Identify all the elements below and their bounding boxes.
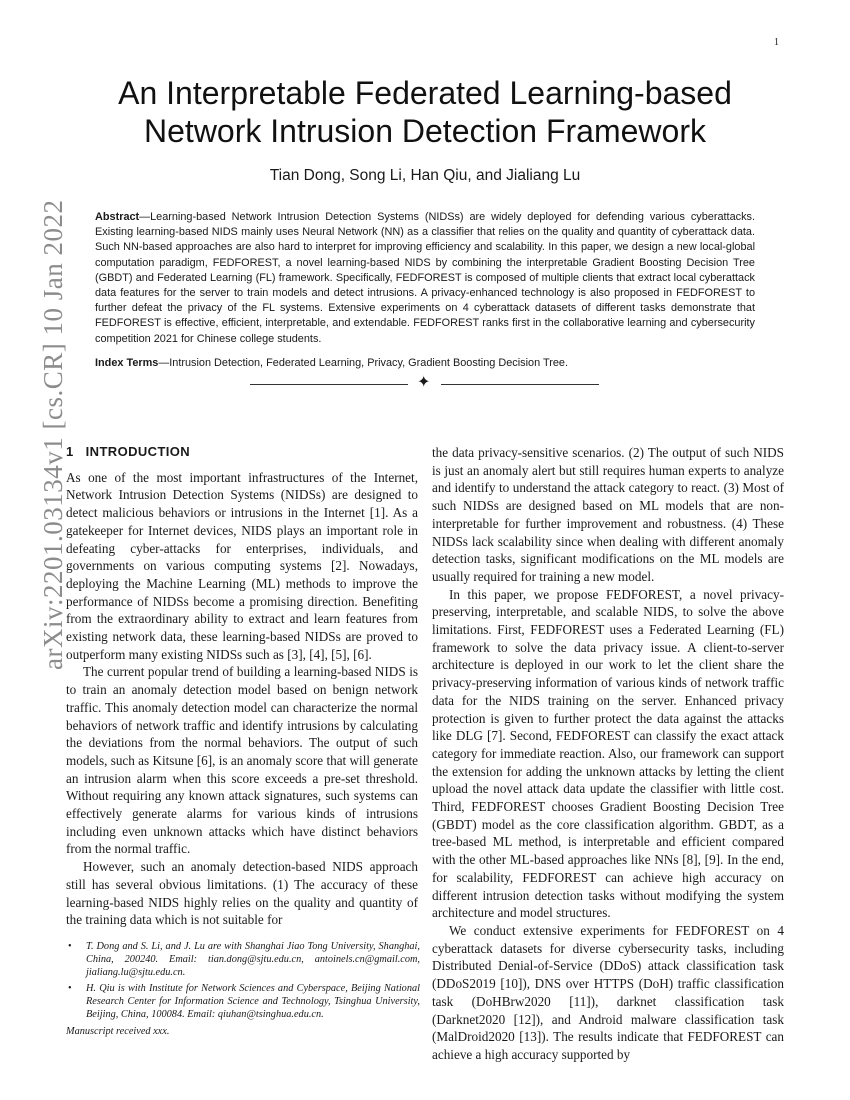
arxiv-identifier-stamp: arXiv:2201.03134v1 [cs.CR] 10 Jan 2022 bbox=[38, 199, 68, 670]
section-heading bbox=[66, 443, 418, 461]
body-paragraph: We conduct extensive experiments for FEDFOREST on 4 cyberattack datasets for diverse cybersecurity tasks, including Distributed Denial-of-Service (DDoS) attack classification task (DDoS2019 [10]), DNS over HTTPS (DoH) traffic classification task (DoHBrw2020 [11]), darknet classification task (Darknet2020 [12]), and Android malware classification task (MalDroid2020 [13]). The results indicate that FEDFOREST can achieve a high accuracy supported by bbox=[432, 922, 784, 1062]
separator-rule-right bbox=[441, 384, 599, 385]
footnote-affiliation bbox=[66, 940, 420, 979]
abstract-label: Abstract bbox=[95, 211, 140, 223]
separator-rule-left bbox=[250, 384, 408, 385]
abstract-text: —Learning-based Network Intrusion Detection Systems (NIDSs) are widely deployed for defending various cyberattacks. Existing learning-based NIDS mainly uses Neural Network (NN) as a classifier that relies on the quality and quantity of cyberattack data. Such NN-based approaches are also hard to interpret for improving efficiency and scalability. In this paper, we design a new local-global computation paradigm, FEDFOREST, a novel learning-based NIDS by combining the interpretable Gradient Boosting Decision Tree (GBDT) and Federated Learning (FL) framework. Specifically, FEDFOREST is composed of multiple clients that extract local cyberattack data features for the server to train models and detect intrusions. A privacy-enhanced technology is also proposed in FEDFOREST to further defeat the privacy of the FL systems. Extensive experiments on 4 cyberattack datasets of different tasks demonstrate that FEDFOREST is effective, efficient, interpretable, and extendable. FEDFOREST ranks first in the collaborative learning and cybersecurity competition 2021 for Chinese college students. bbox=[95, 211, 755, 345]
footnote-text: T. Dong and S. Li, and J. Lu are with Shanghai Jiao Tong University, Shanghai, China, 200240. Email: tian.dong@sjtu.edu.cn, antoinels.cn@gmail.com, jialiang.lu@sjtu.edu.cn. bbox=[86, 941, 420, 978]
bullet-icon: • bbox=[68, 983, 72, 994]
body-paragraph: As one of the most important infrastructures of the Internet, Network Intrusion Detection Systems (NIDSs) are designed to detect malicious behaviors or intrusions in the Internet [1]. As a gatekeeper for Internet devices, NIDS plays an important role in defeating cyber-attacks for enterprises, individuals, and governments on various computing systems [2]. Nowadays, deploying the Machine Learning (ML) methods to improve the performance of NIDSs become a promising direction. Benefiting from the extraordinary ability to extract and learn features from existing network data, these learning-based NIDSs are proved to outperform many existing NIDSs such as [3], [4], [5], [6]. bbox=[66, 469, 418, 662]
bullet-icon: • bbox=[68, 941, 72, 952]
page-number: 1 bbox=[774, 37, 779, 48]
footnotes bbox=[66, 940, 420, 1038]
separator-diamond-icon: ✦ bbox=[417, 374, 431, 391]
title-line-1: An Interpretable Federated Learning-based bbox=[118, 75, 732, 111]
body-paragraph: the data privacy-sensitive scenarios. (2) The output of such NIDS is just an anomaly alert but still requires human experts to analyze and identify to understand the attack category to react. (3) Most of such NIDSs are designed based on ML models that are non-interpretable for further improvement and robustness. (4) These NIDSs lack scalability since when dealing with different anomaly detection tasks, significant modifications on the ML models are usually required for training a new model. bbox=[432, 445, 784, 584]
footnote-text: H. Qiu is with Institute for Network Sciences and Cyberspace, Beijing National Research Center for Information Science and Technology, Tsinghua University, Beijing, China, 100084. Email: qiuhan@tsinghua.edu.cn. bbox=[86, 983, 420, 1020]
body-paragraph: The current popular trend of building a learning-based NIDS is to train an anomaly detection model based on benign network traffic. This anomaly detection model can characterize the normal behaviors of network traffic and identify intrusions by calculating the deviations from the normal behaviors. The output of such models, such as Kitsune [6], is an anomaly score that will generate an intrusion alarm when this score exceeds a pre-set threshold. Without requiring any known attack signatures, such systems can effectively generate alarms for various kinds of intrusions including even unknown attacks which have distinct behaviors from the normal traffic. bbox=[66, 664, 418, 857]
index-terms bbox=[95, 356, 755, 371]
body-paragraph: However, such an anomaly detection-based NIDS approach still has several obvious limitations. (1) The accuracy of these learning-based NIDS highly relies on the quality and quantity of the training data which is not suitable for bbox=[66, 859, 418, 928]
paper-title bbox=[60, 74, 790, 150]
author-list: Tian Dong, Song Li, Han Qiu, and Jialiang Lu bbox=[269, 167, 581, 184]
body-paragraph: In this paper, we propose FEDFOREST, a novel privacy-preserving, interpretable, and scalable NIDS, to solve the above limitations. First, FEDFOREST uses a Federated Learning (FL) framework to solve the data privacy issue. A client-to-server architecture is deployed in our work to let the client share the privacy-preserving information of various kinds of network traffic data for the NIDS training on the server. Enhanced privacy protection is given to further protect the data against the attacks like DLG [7]. Second, FEDFOREST can classify the exact attack category for immediate reaction. Also, our framework can support the extension for adding the unknown attacks by letting the client upload the novel attack data update the classifier with little cost. Third, FEDFOREST chooses Gradient Boosting Decision Tree (GBDT) model as the core classification algorithm. GBDT, as a tree-based ML method, is interpretable and efficient compared with the other ML-based approaches like NNs [8], [9]. In the end, for scalability, FEDFOREST can achieve high accuracy on different intrusion detection tasks without modifying the system architecture and model structures. bbox=[432, 586, 784, 921]
index-terms-label: Index Terms bbox=[95, 357, 159, 369]
footnote-affiliation bbox=[66, 982, 420, 1021]
section-number: 1 bbox=[66, 444, 74, 459]
section-title: INTRODUCTION bbox=[85, 444, 191, 459]
left-column bbox=[66, 443, 418, 929]
title-line-2: Network Intrusion Detection Framework bbox=[144, 113, 706, 149]
manuscript-note: Manuscript received xxx. bbox=[66, 1026, 170, 1037]
index-terms-text: —Intrusion Detection, Federated Learning, Privacy, Gradient Boosting Decision Tree. bbox=[158, 357, 568, 369]
abstract bbox=[95, 210, 755, 347]
right-column bbox=[432, 444, 784, 1064]
